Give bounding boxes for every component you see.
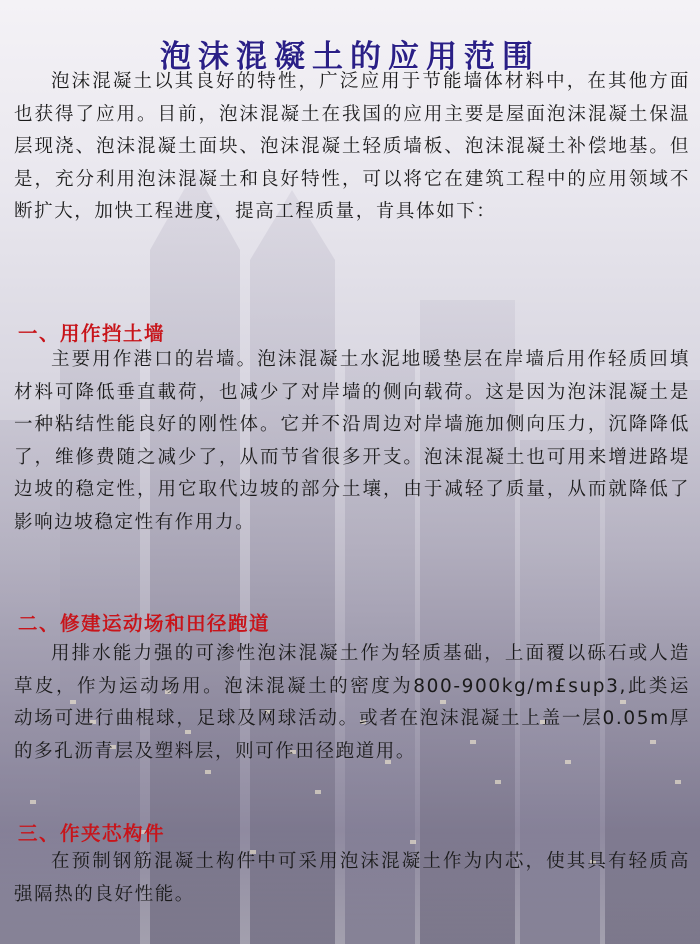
section-heading-sandwich-component: 三、作夹芯构件: [18, 822, 166, 845]
page-title: 泡沫混凝土的应用范围: [160, 38, 540, 75]
section-heading-sports-field: 二、修建运动场和田径跑道: [18, 612, 271, 635]
section-body-retaining-wall: 主要用作港口的岩墙。泡沫混凝土水泥地暖垫层在岸墙后用作轻质回填材料可降低垂直載荷，也减少了对岸墙的侧向载荷。这是因为泡沫混凝土是一种粘结性能良好的刚性体。它并不沿周边对岸墙施加侧向压力，沉降降低了，维修费随之减少了，从而节省很多开支。泡沫混凝土也可用来增进路堤边坡的稳定性，用它取代边坡的部分土壤，由于减轻了质量，从而就降低了影响边坡稳定性有作用力。: [14, 349, 690, 533]
section-heading-retaining-wall: 一、用作挡土墙: [18, 322, 166, 345]
section-body-sandwich-component: 在预制钢筋混凝土构件中可采用泡沫混凝土作为内芯，使其具有轻质高强隔热的良好性能。: [14, 851, 690, 905]
section-body-sports-field: 用排水能力强的可渗性泡沫混凝土作为轻质基础，上面覆以砾石或人造草皮，作为运动场用。泡沫混凝土的密度为800-900kg/m£sup3,此类运动场可进行曲棍球，足球及网球活动。或者在泡沫混凝土上盖一层0.05m厚的多孔沥青层及塑料层，则可作田径跑道用。: [14, 643, 690, 762]
intro-paragraph: 泡沫混凝土以其良好的特性，广泛应用于节能墙体材料中，在其他方面也获得了应用。目前，泡沫混凝土在我国的应用主要是屋面泡沫混凝土保温层现浇、泡沫混凝土面块、泡沫混凝土轻质墙板、泡沫混凝土补偿地基。但是，充分利用泡沫混凝土和良好特性，可以将它在建筑工程中的应用领域不断扩大，加快工程进度，提高工程质量，肯具体如下：: [14, 71, 690, 222]
